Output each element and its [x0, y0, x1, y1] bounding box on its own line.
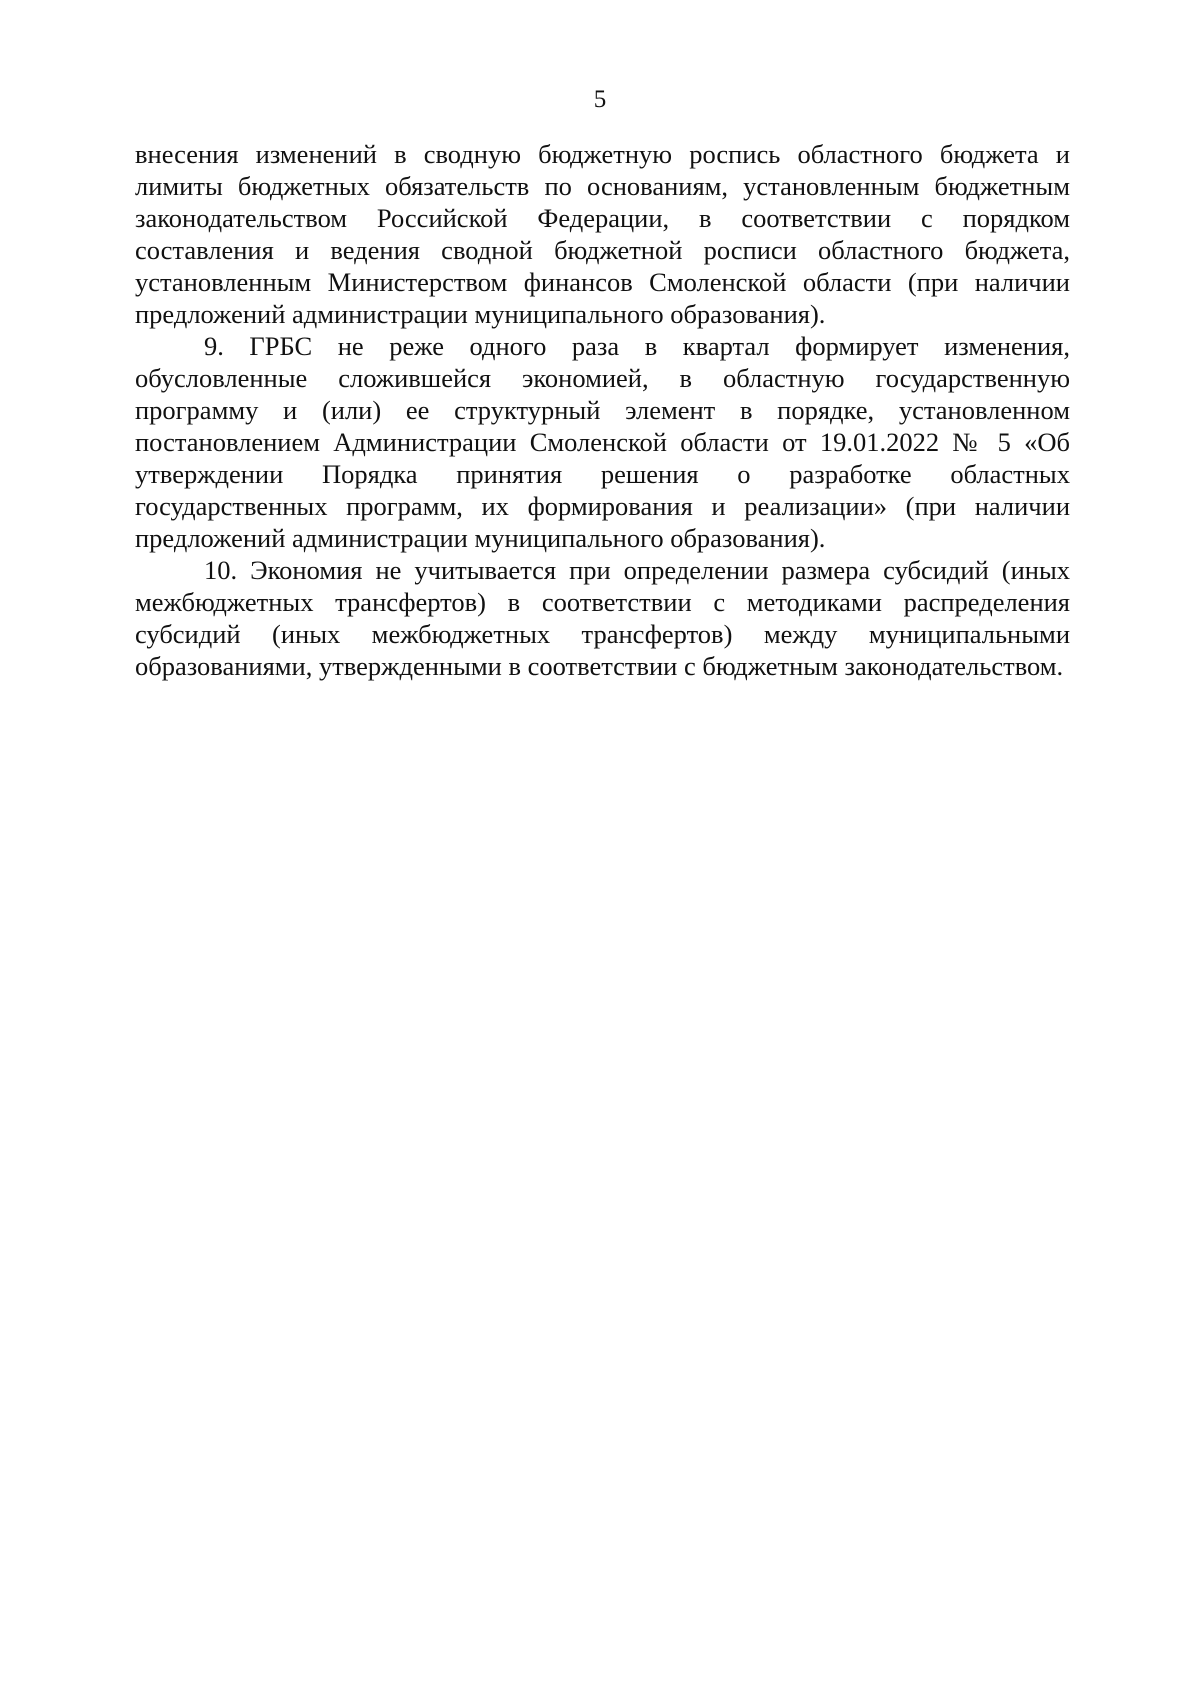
paragraph-item-9: 9. ГРБС не реже одного раза в квартал формирует изменения, обусловленные сложившейся экономией, в областную государственную программу и (или) ее структурный элемент в порядке, установленном постановлением Администрации Смоленской области от 19.01.2022 № 5 «Об утверждении Порядка принятия решения о разработке областных государственных программ, их формирования и реализации» (при наличии предложений администрации муниципального образования).	[135, 331, 1070, 553]
paragraph-item-10: 10. Экономия не учитывается при определении размера субсидий (иных межбюджетных трансфертов) в соответствии с методиками распределения субсидий (иных межбюджетных трансфертов) между муниципальными образованиями, утвержденными в соответствии с бюджетным законодательством.	[135, 555, 1070, 681]
page-number: 5	[593, 86, 607, 113]
paragraph-continuation: внесения изменений в сводную бюджетную роспись областного бюджета и лимиты бюджетных обязательств по основаниям, установленным бюджетным законодательством Российской Федерации, в соответствии с порядком составления и ведения сводной бюджетной росписи областного бюджета, установленным Министерством финансов Смоленской области (при наличии предложений администрации муниципального образования).	[135, 139, 1070, 329]
document-body	[135, 138, 1070, 682]
